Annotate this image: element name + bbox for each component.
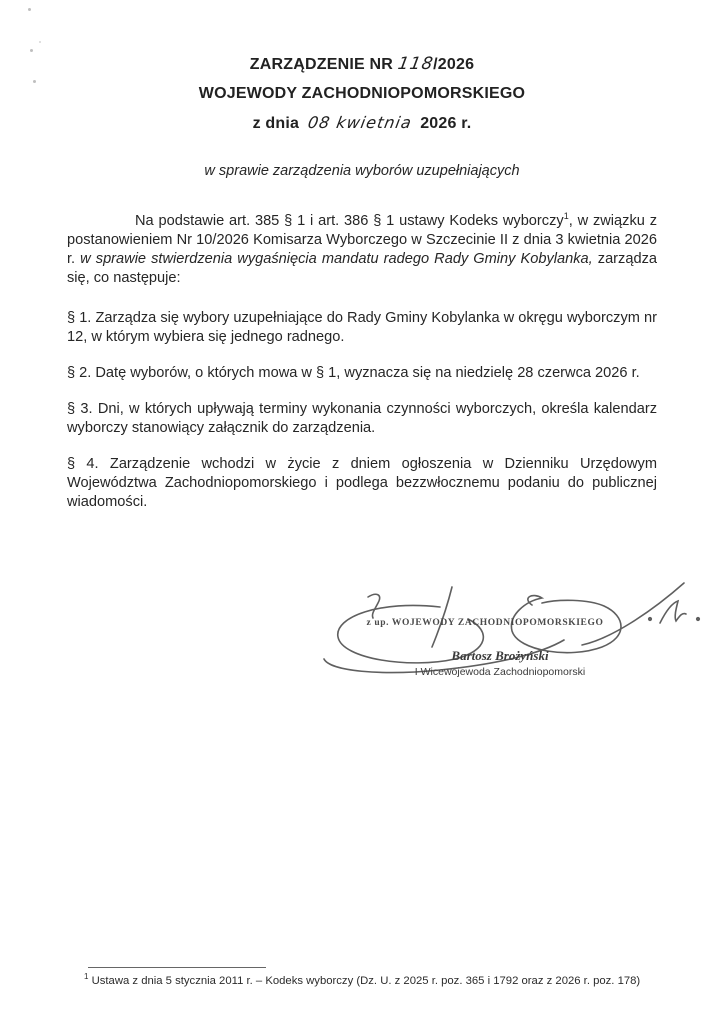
document-header xyxy=(0,55,724,144)
intro-text: Na podstawie art. 385 § 1 i art. 386 § 1 ustawy Kodeks wyborczy xyxy=(135,213,564,229)
scan-artifact-speck xyxy=(30,49,33,52)
title-year: /2026 xyxy=(433,56,475,73)
issuer-line: WOJEWODY ZACHODNIOPOMORSKIEGO xyxy=(198,85,526,102)
section-paragraph-1: § 1. Zarządza się wybory uzupełniające do Rady Gminy Kobylanka w okręgu wyborczym nr 12, w którym wybiera się jednego radnego. xyxy=(67,310,657,345)
footnote-separator xyxy=(88,967,266,968)
intro-paragraph xyxy=(67,212,657,288)
scan-artifact-speck xyxy=(28,8,31,11)
intro-text: , w związku z postanowieniem Nr 10/2026 Komisarza Wyborczego w Szczecinie II z dnia 3 kwietnia 2026 r. xyxy=(67,213,657,267)
document-body xyxy=(67,212,657,529)
intro-italic-text: w sprawie stwierdzenia wygaśnięcia mandatu radego Rady Gminy Kobylanka, xyxy=(80,251,593,267)
date-handwritten: 08 kwietnia xyxy=(306,113,414,132)
intro-text: zarządza się, co następuje: xyxy=(67,251,657,286)
date-year: 2026 r. xyxy=(420,115,472,132)
footnote-reference-marker: 1 xyxy=(563,211,569,222)
date-line xyxy=(0,114,724,133)
signature-block xyxy=(320,578,710,690)
document-title xyxy=(0,55,724,74)
title-prefix: ZARZĄDZENIE NR xyxy=(249,56,394,73)
section-paragraph-2: § 2. Datę wyborów, o których mowa w § 1, wyznacza się na niedzielę 28 czerwca 2026 r. xyxy=(67,365,640,381)
section-paragraph-4: § 4. Zarządzenie wchodzi w życie z dniem ogłoszenia w Dzienniku Urzędowym Województwa Zachodniopomorskiego i podlega bezzwłocznemu podaniu do publicznej wiadomości. xyxy=(67,456,657,510)
footnote xyxy=(84,972,694,987)
stamp-text: z up. WOJEWODY ZACHODNIOPOMORSKIEGO xyxy=(366,618,604,628)
footnote-text: Ustawa z dnia 5 stycznia 2011 r. – Kodeks wyborczy (Dz. U. z 2025 r. poz. 365 i 1792 oraz z 2026 r. poz. 178) xyxy=(91,974,641,987)
section-paragraph-3: § 3. Dni, w których upływają terminy wykonania czynności wyborczych, określa kalendarz wyborczy stanowiący załącznik do zarządzenia. xyxy=(67,401,657,436)
footnote-marker: 1 xyxy=(84,972,89,981)
signer-name: Bartosz Brożyński xyxy=(451,648,549,663)
signer-title: I Wicewojewoda Zachodniopomorski xyxy=(414,666,586,678)
date-prefix: z dnia xyxy=(252,115,300,132)
subject-line: w sprawie zarządzenia wyborów uzupełniających xyxy=(204,163,520,179)
title-number-handwritten: 118 xyxy=(395,54,435,74)
scan-artifact-speck xyxy=(39,41,41,43)
